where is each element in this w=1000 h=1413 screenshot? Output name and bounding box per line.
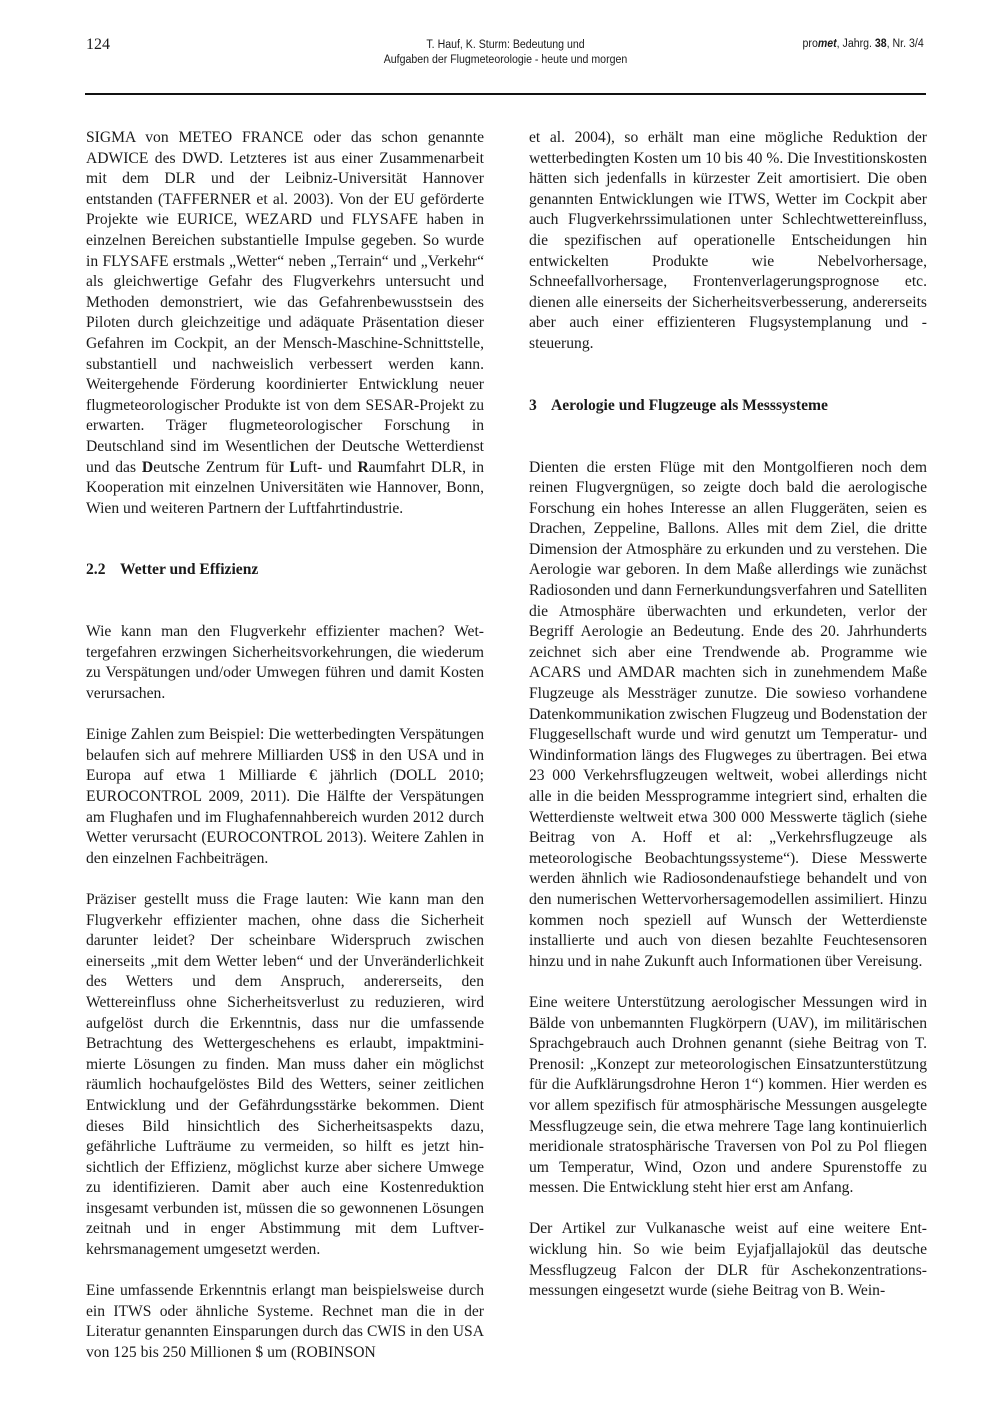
journal-volume: 38 [875,38,887,50]
page-header [85,36,926,94]
acronym-initial-l: L [289,458,300,476]
journal-name-prefix: pro [802,38,819,50]
paragraph-right-4: Der Artikel zur Vulkanasche weist auf eine weitere Entwicklung hin. So wie beim Eyjafjallajokül das deutsche Messflugzeug Falcon der DLR für Aschekonzentrationsmessungen eingesetzt wurde (siehe Beitrag von B. Wein- [529,1220,927,1300]
text-run: aumfahrt DLR, in Kooperation mit einzelnen Universitäten wie Hannover, Bonn, Wien und weiteren Partnern der Luftfahrtindustrie. [86,458,485,517]
text-run: uft- und [299,458,358,476]
acronym-initial-r: R [357,458,369,476]
running-title [119,38,893,68]
page-number: 124 [86,36,110,53]
paragraph-right-2: Dienten die ersten Flüge mit den Montgolfieren noch dem reinen Flugvergnügen, so zeigte doch bald die aerologische Forschung ein hohes Interesse an allen Fluggeräten, seien es Drachen, Zeppeline, Ballons. Alles mit dem Ziel, die dritte Dimension der Atmosphäre zu erkunden und zu verstehen. Die Aerologie war geboren. In dem Maße allerdings wie zunächst Radiosonden und dann Fernerkundungsverfahren und Satelliten die Atmosphäre überwachten und erkundeten, verlor der Begriff Aerologie an Bedeutung. Ende des 20. Jahrhunderts zeichnet sich aber eine Trendwende ab. Programme wie ACARS und AMDAR machten sich in zunehmendem Maße Flugzeuge als Messträger zunutze. Die sowieso vorhandene Datenkommunikation zwischen Flugzeug und Bodenstation der Fluggesellschaft wurde und wird genutzt um Temperatur- und Windinformation längs des Flugweges zu übertragen. Bei etwa 23 000 Verkehrsflugzeugen weltweit, wobei allerdings nicht alle in die beiden Messprogramme integriert sind, erhalten die Wetterdienste weltweit etwa 300 000 Messwerte täglich (siehe Beitrag von A. Hoff et al: „Verkehrsflugzeuge als meteorologische Beobachtungssysteme“). Diese Messwerte werden ähnlich wie Radiosondenaufstiege behandelt und von den numerischen Wettervorhersagemodellen assimiliert. Hinzu kommen noch speziell auf Wunsch der Wetterdienste installierte und auch von diesen bezahlte Feuchtesensoren hinzu und in nahe Zukunft auch Informationen über Vereisung. [529,458,927,970]
header-rule [85,93,926,95]
paragraph-left-3: Einige Zahlen zum Beispiel: Die wetterbedingten Verspätungen belaufen sich auf mehrere Milliarden US$ in den USA und in Europa auf etwa 1 Milliarde € jährlich (DOLL 2010; EUROCONTROL 2009, 2011). Die Hälfte der Verspätungen am Flughafen und im Flughafennahbereich wurden 2012 durch Wetter verursacht (EUROCONTROL 2013). Weitere Zahlen in den einzelnen Fachbeiträgen. [86,726,484,867]
journal-info [803,38,924,50]
journal-name-met: met [818,38,837,50]
section-number: 2.2 [86,561,106,579]
spacer [86,602,484,623]
paragraph-right-3: Eine weitere Unterstützung aerologischer Messungen wird in Bälde von unbemannten Flugkörpern (UAV), im militärischen Sprachgebrauch auch Drohnen genannt (siehe Beitrag von T. Prenosil: „Konzept zur meteorologischen Einsatzunterstützung für die Aufklärungsdrohne Heron 1“) kommen. Hier werden es vor allem spezifisch für atmosphärische Messungen ausgelegte Messflugzeuge sein, die etwa mehrere Tage lang kontinuierlich meridionale stratosphärische Traversen von Pol zu Pol fliegen um Temperatur, Wind, Ozon und andere Spurenstoffe zu messen. Die Entwicklung steht hier erst am Anfang. [529,993,927,1197]
paragraph-left-4: Präziser gestellt muss die Frage lauten: Wie kann man den Flugverkehr effizienter machen, ohne dass die Sicherheit darunter leidet? Der scheinbare Widerspruch zwischen einerseits „mit dem Wetter leben“ und der Unveränderlichkeit des Wetters und dem Anspruch, andererseits, den Wettereinfluss ohne Sicherheitsverlust zu reduzieren, wird aufgelöst durch die Erkenntnis, dass nur die umfassende Betrachtung des Wettergeschehens es erlaubt, impaktminimierte Lösungen zu finden. Man muss daher ein möglichst räumlich hochaufgelöstes Bild des Wetters, seiner zeitlichen Entwicklung und der Gefährdungsstärke bekommen. Dient dieses Bild hinsichtlich des Sicherheitsaspekts dazu, gefährliche Lufträume zu vermeiden, so hilft es jetzt hinsichtlich der Effizienz, möglichst kurze aber sichere Umwege zu identifizieren. Damit aber auch eine Kostenreduktion insgesamt verbunden ist, müssen die so gewonnenen Lösungen zeitnah und in enger Abstimmung mit dem Luftverkehrsmanagement umgesetzt werden. [86,890,484,1259]
section-heading-3 [529,396,927,417]
section-heading-2-2 [86,560,484,581]
running-title-line-1: T. Hauf, K. Sturm: Bedeutung und [426,39,585,51]
left-column [86,128,484,1364]
section-title: Aerologie und Flugzeuge als Messsysteme [551,396,828,414]
running-title-line-2: Aufgaben der Flugmeteorologie - heute und morgen [383,54,628,66]
section-number: 3 [529,396,537,414]
spacer [529,437,927,458]
text-run: eutsche Zentrum für [153,458,290,476]
acronym-initial-d: D [141,458,154,476]
journal-year-label: , Jahrg. [836,38,876,50]
paragraph-left-5: Eine umfassende Erkenntnis erlangt man beispielsweise durch ein ITWS oder ähnliche Systeme. Rechnet man die in der Literatur genannten Einsparungen durch das CWIS in den USA von 125 bis 250 Millionen $ um (ROBINSON [86,1282,484,1362]
section-title: Wetter und Effizienz [120,561,259,579]
paragraph-left-1 [86,128,484,519]
spacer [86,540,484,561]
journal-issue: , Nr. 3/4 [886,38,924,50]
spacer [529,375,927,396]
text-run: SIGMA von METEO FRANCE oder das schon genannte ADWICE des DWD. Letzteres ist aus einer Zusammenarbeit mit dem DLR und der Leibniz-Universität Hannover entstanden (TAFFERNER et al. 2003). Von der EU geförderte Projekte wie EURICE, WEZARD und FLYSAFE haben in einzelnen Bereichen substantielle Impulse gegeben. So wurde in FLYSAFE erstmals „Wetter“ neben „Terrain“ und „Verkehr“ als gleichwertige Gefahr des Flugverkehrs untersucht und Methoden demonstriert, wie das Gefahrenbewusstsein des Piloten durch gleichzeitige und adäquate Präsentation dieser Gefahren im Cockpit, an der Mensch-Maschine-Schnittstelle, substantiell und nachweislich verbessert werden kann. Weitergehende Förderung koordinierter Entwicklung neuer flugmeteorologischer Produkte ist von dem SESAR-Projekt zu erwarten. Träger flugmeteorologischer Forschung in Deutschland sind im Wesentlichen der Deutsche Wetterdienst und das [86,129,484,476]
paragraph-right-1: et al. 2004), so erhält man eine mögliche Reduktion der wetterbedingten Kosten um 10 bis 40 %. Die Investitionskosten hätten sich jedenfalls in kürzester Zeit amortisiert. Die oben genannten Entwicklungen wie ITWS, Wetter im Cockpit aber auch Flugverkehrssimulationen unter Schlechtwettereinfluss, die spezifischen auf operationelle Entscheidungen hin entwickelten Produkte wie Nebelvorhersage, Schneefallvorhersage, Frontenverlagerungsprognose etc. dienen alle einerseits der Sicherheitsverbesserung, andererseits aber auch einer effizienteren Flugsystemplanung und -steuerung. [529,129,928,352]
paragraph-left-2: Wie kann man den Flugverkehr effizienter machen? Wettergefahren erzwingen Sicherheitsvorkehrungen, die wiederum zu Verspätungen und/oder Umwegen führen und damit Kosten verursachen. [86,623,484,703]
right-column [529,128,927,1302]
